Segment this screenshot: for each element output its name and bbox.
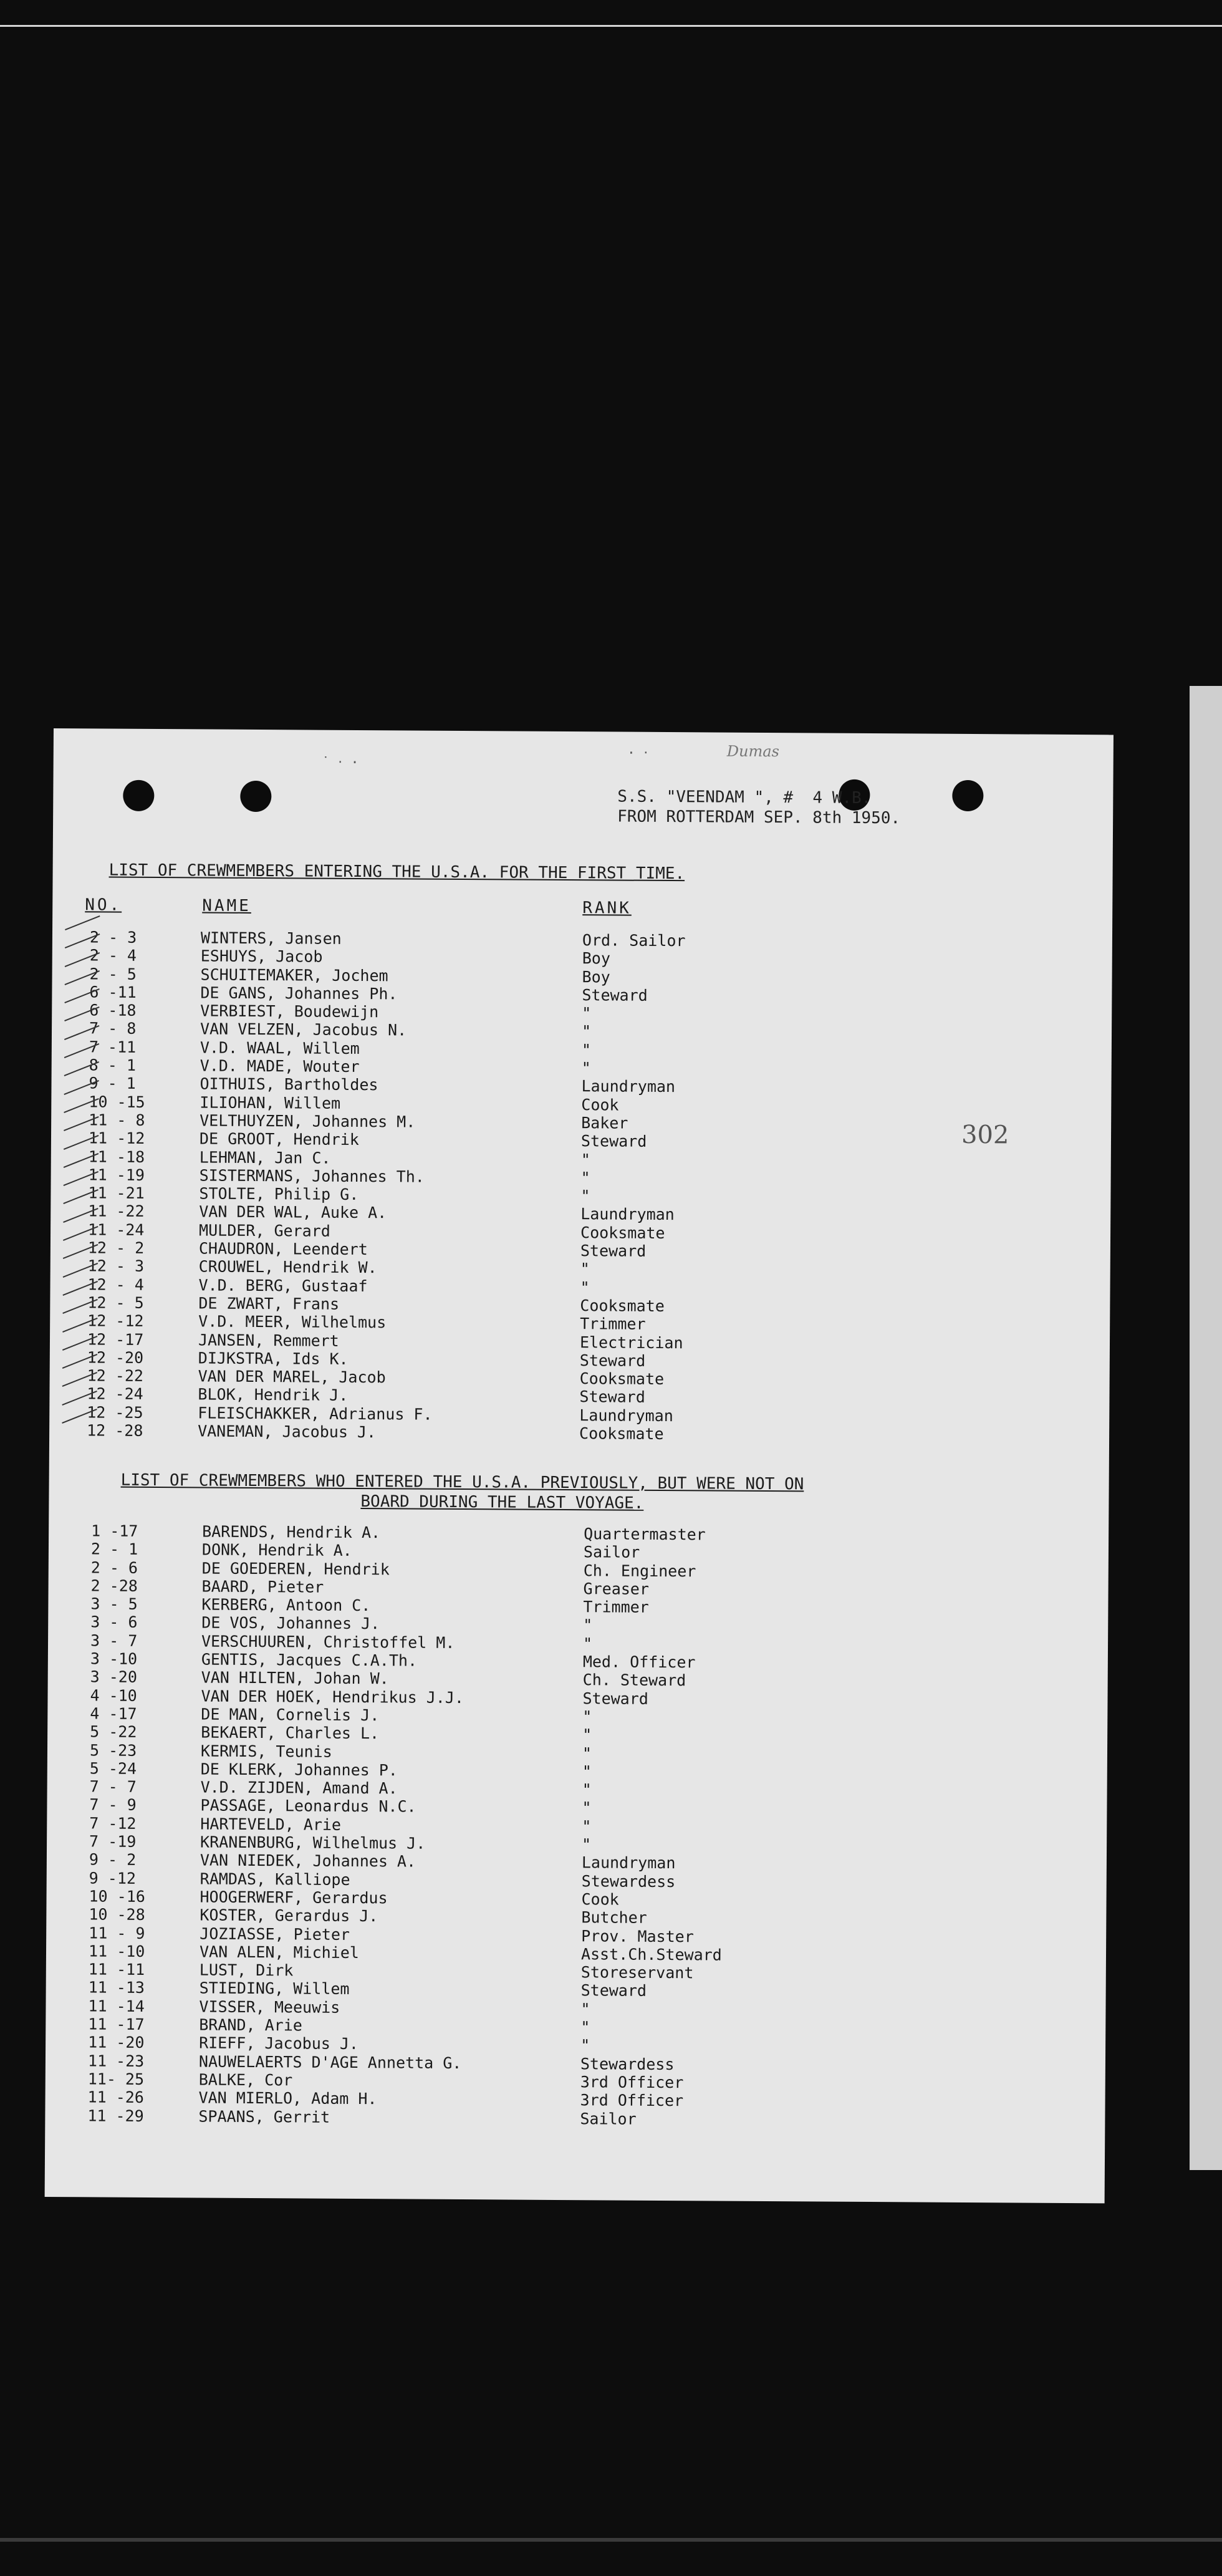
crew-rank: " [580,2036,590,2055]
crew-rank: Ord. Sailor [582,931,686,950]
crew-rank: " [582,1816,592,1836]
crew-name: VAN DER HOEK, Hendrikus J.J. [201,1687,464,1707]
stamp-number: 302 [961,1120,1009,1150]
crew-number: 3 - 5 [90,1594,138,1614]
crew-name: DE GOEDEREN, Hendrik [201,1559,390,1578]
crew-name: CHAUDRON, Leendert [198,1239,368,1259]
crew-number: 2 - 3 [89,928,137,947]
crew-rank: Med. Officer [582,1652,696,1672]
crew-name: V.D. WAAL, Willem [200,1038,360,1058]
crew-number: 11 -23 [87,2051,145,2070]
crew-number: 12 - 3 [87,1257,145,1276]
crew-rank: Steward [579,1387,645,1407]
crew-number: 4 -17 [90,1704,137,1723]
crew-number: 11 - 8 [89,1111,145,1129]
section1-rows [87,928,686,1444]
crew-number: 11 -10 [88,1942,145,1961]
crew-name: WINTERS, Jansen [200,929,342,948]
crew-number: 7 - 7 [89,1777,137,1796]
crew-name: STIEDING, Willem [199,1979,350,1999]
crew-name: SPAANS, Gerrit [198,2106,330,2126]
crew-rank: " [580,2018,590,2037]
crew-rank: Trimmer [583,1598,649,1617]
crew-name: VERBIEST, Boudewijn [200,1001,379,1021]
crew-rank: Sailor [580,2109,637,2128]
crew-rank: Cooksmate [579,1369,665,1389]
crew-name: VISSER, Meeuwis [199,1997,340,2017]
crew-name: DIJKSTRA, Ids K. [198,1349,349,1368]
crew-number: 12 - 4 [87,1275,144,1294]
crew-number: 9 - 2 [89,1850,137,1869]
crew-name: V.D. ZIJDEN, Amand A. [200,1778,398,1798]
crew-name: V.D. MADE, Wouter [200,1056,360,1076]
crew-rank: Butcher [581,1908,647,1927]
crew-name: DONK, Hendrik A. [201,1540,352,1560]
crew-name: OITHUIS, Bartholdes [200,1074,378,1094]
crew-number: 12 -20 [87,1348,144,1367]
crew-name: DE ZWART, Frans [198,1294,340,1313]
crew-number: 12 -17 [87,1329,144,1349]
crew-name: VAN NIEDEK, Johannes A. [200,1851,416,1871]
column-header-name: NAME [202,896,251,915]
crew-number: 11- 25 [87,2070,145,2088]
crew-rank: Stewardess [581,1871,676,1891]
crew-name: ILIOHAN, Willem [200,1093,341,1112]
crew-name: LEHMAN, Jan C. [199,1148,331,1167]
crew-rank: 3rd Officer [580,2073,684,2092]
crew-rank: " [580,1169,590,1187]
crew-rank: " [582,1634,593,1653]
crew-rank: Cooksmate [580,1296,665,1315]
crew-number: 12 -22 [87,1366,144,1386]
crew-name: SISTERMANS, Johannes Th. [199,1166,425,1186]
crew-name: LUST, Dirk [199,1961,294,1980]
crew-number: 7 -19 [89,1832,137,1851]
crew-number: 7 -11 [89,1038,137,1056]
crew-name: SCHUITEMAKER, Jochem [200,965,388,985]
crew-name: VAN VELZEN, Jacobus N. [200,1020,407,1040]
crew-rank: " [581,1835,592,1854]
crew-number: 11 -21 [88,1184,145,1203]
crew-name: VANEMAN, Jacobus J. [198,1422,377,1442]
crew-rank: Steward [582,986,648,1005]
crew-number: 12 -25 [87,1403,143,1422]
crew-rank: Laundryman [581,1853,676,1873]
crew-rank: Laundryman [579,1406,673,1425]
crew-name: VERSCHUUREN, Christoffel M. [201,1632,455,1652]
crew-rank: " [582,1725,592,1744]
crew-rank: Laundryman [580,1205,675,1224]
crew-name: DE GROOT, Hendrik [199,1129,359,1149]
crew-name: MULDER, Gerard [199,1221,330,1240]
crew-number: 10 -28 [89,1905,145,1924]
crew-number: 3 -10 [90,1649,138,1668]
from-line: FROM ROTTERDAM SEP. 8th 1950. [617,807,901,828]
crew-name: JOZIASSE, Pieter [200,1924,350,1944]
crew-rank: Steward [580,1242,647,1260]
punch-hole-icon [123,780,154,811]
crew-name: NAUWELAERTS D'AGE Annetta G. [198,2052,462,2072]
crew-rank: Cooksmate [579,1424,664,1444]
crew-rank: " [580,1150,590,1169]
crew-rank: " [582,1707,592,1726]
crew-number: 7 - 9 [89,1795,137,1815]
punch-hole-icon [240,781,271,812]
crew-number: 11 -14 [88,1997,145,2015]
crew-name: PASSAGE, Leonardus N.C. [200,1796,416,1816]
crew-name: DE VOS, Johannes J. [201,1613,380,1633]
crew-name: ESHUYS, Jacob [200,947,323,966]
crew-rank: Storeservant [580,1963,694,1982]
crew-rank: Quartermaster [584,1525,706,1544]
crew-number: 2 - 6 [90,1558,138,1577]
crew-rank: " [583,1616,593,1634]
section2-rows [87,1522,722,2128]
crew-number: 4 -10 [90,1686,137,1705]
crew-name: DE KLERK, Johannes P. [200,1760,398,1780]
crew-rank: Ch. Engineer [583,1561,696,1580]
crew-name: JANSEN, Remmert [198,1330,339,1350]
crew-rank: Ch. Steward [582,1671,686,1690]
crew-name: VELTHUYZEN, Johannes M. [200,1111,416,1131]
crew-rank: " [580,1999,590,2019]
crew-name: V.D. MEER, Wilhelmus [198,1312,387,1332]
crew-name: VAN HILTEN, Johan W. [201,1668,389,1688]
crew-rank: Prov. Master [581,1926,694,1946]
crew-name: DE GANS, Johannes Ph. [200,983,398,1003]
crew-number: 7 - 8 [89,1019,137,1038]
crew-name: RIEFF, Jacobus J. [199,2033,359,2053]
crew-name: VAN ALEN, Michiel [199,1942,359,1962]
crew-number: 2 - 4 [89,946,137,965]
crew-rank: " [581,1059,591,1078]
column-header-rank: RANK [582,899,632,918]
crew-rank: Asst.Ch.Steward [580,1945,722,1964]
crew-number: 11 -26 [87,2088,144,2107]
crew-number: 1 -17 [91,1522,138,1540]
crew-number: 8 - 1 [89,1056,137,1074]
crew-rank: " [580,1187,590,1205]
crew-rank: " [580,1260,590,1278]
crew-number: 12 -28 [87,1421,143,1440]
crew-number: 2 -28 [90,1576,138,1595]
crew-name: KOSTER, Gerardus J. [200,1906,378,1926]
crew-rank: Electrician [579,1333,683,1352]
crew-rank: " [582,1762,592,1781]
crew-number: 2 - 1 [90,1540,138,1559]
crew-number: 3 - 6 [90,1613,138,1632]
crew-number: 12 - 5 [87,1293,144,1312]
crew-name: VAN DER WAL, Auke A. [199,1202,387,1222]
crew-name: CROUWEL, Hendrik W. [198,1257,377,1277]
crew-name: RAMDAS, Kalliope [200,1869,350,1889]
crew-number: 5 -22 [90,1722,137,1742]
crew-number: 2 - 5 [89,964,137,983]
crew-name: BAARD, Pieter [201,1577,324,1596]
crew-rank: Baker [581,1114,628,1132]
handwritten-signature: Dumas [726,742,779,761]
crew-name: KERMIS, Teunis [200,1742,332,1761]
crew-rank: Cooksmate [580,1223,665,1242]
crew-rank: Steward [582,1689,648,1708]
crew-rank: Steward [580,1132,647,1151]
crew-number: 6 -18 [89,1001,137,1020]
crew-number: 10 -16 [89,1887,145,1906]
crew-name: HARTEVELD, Arie [200,1815,342,1834]
crew-number: 11 -22 [88,1202,145,1221]
crew-rank: Boy [582,967,610,987]
crew-name: V.D. BERG, Gustaaf [198,1276,368,1295]
crew-number: 12 -24 [87,1384,143,1404]
section2-title-line2: BOARD DURING THE LAST VOYAGE. [360,1492,644,1513]
stray-marks: ˙ ‧ · [321,755,359,771]
crew-rank: Trimmer [580,1315,646,1334]
crew-name: HOOGERWERF, Gerardus [200,1888,388,1908]
crew-rank: " [582,1744,592,1762]
crew-rank: Sailor [583,1543,640,1562]
crew-name: KRANENBURG, Wilhelmus J. [200,1833,426,1853]
crew-number: 7 -12 [89,1814,137,1833]
crew-name: BEKAERT, Charles L. [201,1723,380,1743]
crew-rank: " [581,1040,592,1059]
crew-number: 11 -12 [88,1129,145,1148]
crew-rank: Cook [581,1095,619,1114]
crew-rank: " [581,1022,592,1041]
crew-name: VAN DER MAREL, Jacob [198,1367,386,1387]
crew-number: 11 -24 [88,1220,145,1239]
crew-number: 11 - 9 [89,1923,145,1942]
crew-number: 3 - 7 [90,1631,138,1650]
crew-number: 12 - 2 [87,1238,145,1257]
document-header [617,787,900,829]
crew-name: FLEISCHAKKER, Adrianus F. [198,1404,433,1424]
crew-number: 9 - 1 [89,1074,136,1093]
section2-title-line1: LIST OF CREWMEMBERS WHO ENTERED THE U.S.A. PREVIOUSLY, BUT WERE NOT ON [120,1470,804,1494]
crew-rank: " [582,1004,592,1023]
crew-number: 6 -11 [89,983,137,1001]
crew-rank: Stewardess [580,2054,675,2073]
crew-number: 5 -23 [89,1740,137,1760]
crew-number: 11 -18 [88,1147,145,1166]
crew-name: VAN MIERLO, Adam H. [198,2088,377,2108]
crew-rank: Boy [582,949,611,968]
crew-number: 11 -19 [88,1165,145,1184]
crew-number: 9 -12 [89,1869,137,1888]
crew-rank: " [582,1798,592,1817]
crew-name: BARENDS, Hendrik A. [202,1522,381,1542]
crew-number: 5 -24 [89,1759,137,1778]
crew-name: BRAND, Arie [199,2015,302,2035]
crew-name: DE MAN, Cornelis J. [201,1705,380,1725]
bottom-border-line [0,2538,1222,2542]
stray-marks: · ‧ [627,745,648,761]
section1-title: LIST OF CREWMEMBERS ENTERING THE U.S.A. FOR THE FIRST TIME. [108,861,685,884]
crew-number: 11 -13 [88,1978,145,1997]
crew-number: 12 -12 [87,1311,144,1331]
top-border-line [0,25,1222,27]
column-header-no: NO. [85,895,122,915]
crew-rank: Cook [581,1890,619,1909]
crew-rank: Steward [580,1981,647,2000]
crew-rank: Laundryman [581,1077,676,1096]
crew-rank: Steward [579,1351,646,1370]
crew-rank: 3rd Officer [580,2091,684,2110]
crew-rank: " [580,1278,590,1296]
crew-rank: Greaser [583,1580,650,1598]
crew-number: 11 -17 [88,2015,145,2033]
crew-name: BALKE, Cor [198,2070,293,2090]
crew-number: 11 -20 [88,2033,145,2052]
ship-line: S.S. "VEENDAM ", # 4 W.B. [617,787,872,808]
crew-number: 10 -15 [89,1093,145,1111]
crew-number: 11 -29 [87,2106,144,2125]
crew-list-document [45,728,1114,2203]
crew-name: BLOK, Hendrik J. [198,1385,349,1405]
crew-name: GENTIS, Jacques C.A.Th. [201,1650,418,1670]
crew-name: KERBERG, Antoon C. [201,1595,371,1615]
crew-number: 11 -11 [88,1960,145,1979]
crew-name: STOLTE, Philip G. [199,1184,359,1204]
crew-number: 3 -20 [90,1667,138,1687]
crew-rank: " [582,1780,592,1799]
punch-hole-icon [952,780,983,811]
adjacent-sheet-edge [1190,686,1222,2170]
